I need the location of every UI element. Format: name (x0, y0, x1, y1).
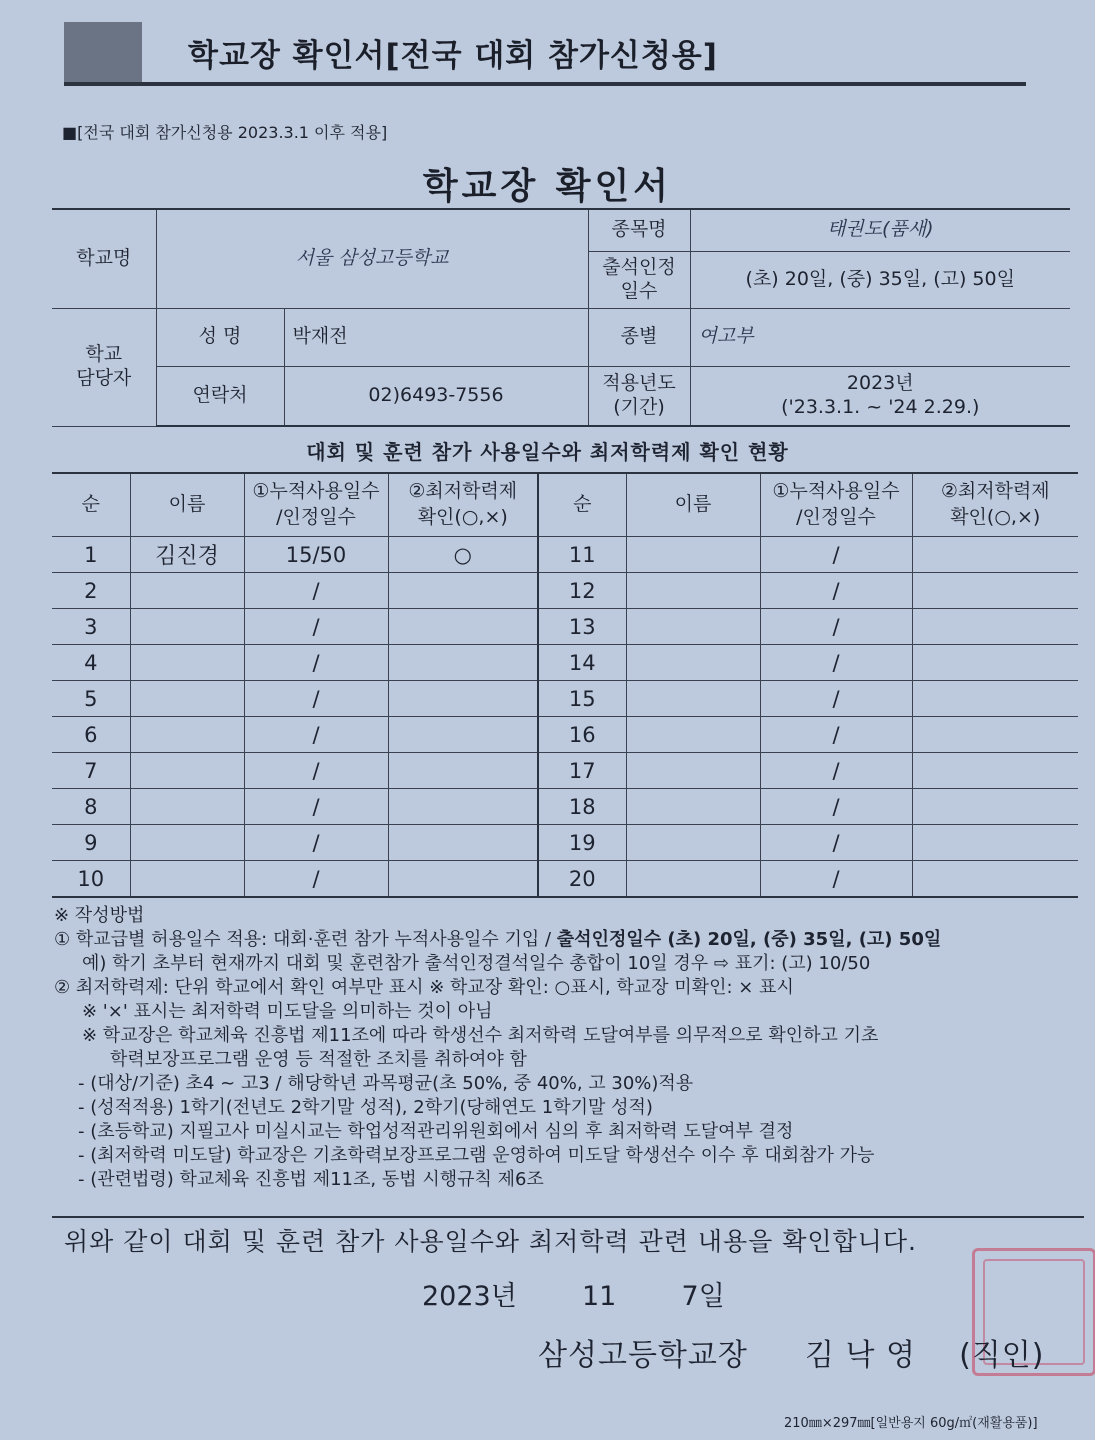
row-days: / (760, 753, 912, 789)
instruction-bullet: - (성적적용) 1학기(전년도 2학기말 성적), 2학기(당해연도 1학기말 성적) (78, 1097, 653, 1118)
instruction-note-1: ※ '×' 표시는 최저학력 미도달을 의미하는 것이 아님 (82, 1001, 493, 1022)
instruction-bullet: - (관련법령) 학교체육 진흥법 제11조, 동법 시행규칙 제6조 (78, 1169, 544, 1190)
row-name (626, 789, 760, 825)
header-no: 순 (52, 473, 130, 537)
instruction-item-1-text: ① 학교급별 허용일수 적용: 대회·훈련 참가 누적사용일수 기입 / (54, 929, 557, 950)
row-name (130, 789, 244, 825)
row-days: / (760, 861, 912, 898)
row-no: 14 (538, 645, 626, 681)
event-label: 종목명 (588, 209, 690, 251)
instruction-note-2b: 학력보장프로그램 운영 등 적절한 조치를 취하여야 함 (110, 1049, 527, 1070)
row-name: 김진경 (130, 537, 244, 573)
row-days: / (760, 825, 912, 861)
header-days: ①누적사용일수 /인정일수 (760, 473, 912, 537)
row-days: / (244, 789, 388, 825)
table-row (52, 861, 1078, 898)
row-name (626, 753, 760, 789)
name-label: 성 명 (156, 308, 284, 366)
date-year: 2023년 (422, 1281, 517, 1312)
header-check: ②최저학력제 확인(○,×) (388, 473, 538, 537)
row-check (388, 609, 538, 645)
row-check (912, 753, 1078, 789)
year-cell (690, 366, 1070, 426)
row-days: / (760, 645, 912, 681)
row-check (388, 861, 538, 898)
signature-school: 삼성고등학교장 (538, 1338, 748, 1373)
row-no: 11 (538, 537, 626, 573)
row-no: 17 (538, 753, 626, 789)
year-value: 2023년 (846, 372, 914, 394)
header-name: 이름 (130, 473, 244, 537)
row-no: 7 (52, 753, 130, 789)
contact-value: 02)6493-7556 (284, 366, 588, 426)
instruction-note-2a: ※ 학교장은 학교체육 진흥법 제11조에 따라 학생선수 최저학력 도달여부를 의무적으로 확인하고 기초 (82, 1025, 879, 1046)
table-row (52, 717, 1078, 753)
instruction-item-1-bold: 출석인정일수 (초) 20일, (중) 35일, (고) 50일 (556, 929, 942, 950)
paper-spec: 210㎜×297㎜[일반용지 60g/㎡(재활용품)] (784, 1416, 1038, 1431)
row-check (912, 789, 1078, 825)
row-name (130, 573, 244, 609)
instruction-item-2: ② 최저학력제: 단위 학교에서 확인 여부만 표시 ※ 학교장 확인: ○표시, 학교장 미확인: × 표시 (54, 977, 794, 998)
row-check (912, 681, 1078, 717)
table-row (52, 681, 1078, 717)
row-name (626, 645, 760, 681)
school-label: 학교명 (52, 209, 156, 308)
signature-seal-label: (직인) (959, 1338, 1045, 1373)
info-table (52, 208, 1070, 427)
signature-principal: 김 낙 영 (804, 1338, 916, 1373)
header-check: ②최저학력제 확인(○,×) (912, 473, 1078, 537)
header-title: 학교장 확인서[전국 대회 참가신청용] (188, 38, 718, 74)
row-no: 13 (538, 609, 626, 645)
instruction-example: 예) 학기 초부터 현재까지 대회 및 훈련참가 출석인정결석일수 총합이 10일 경우 ⇨ 표기: (고) 10/50 (82, 953, 871, 974)
row-no: 4 (52, 645, 130, 681)
event-value: 태권도(품새) (690, 209, 1070, 251)
row-check (388, 789, 538, 825)
instruction-bullet: - (초등학교) 지필고사 미실시교는 학업성적관리위원회에서 심의 후 최저학력 도달여부 결정 (78, 1121, 794, 1142)
row-check (388, 645, 538, 681)
row-no: 15 (538, 681, 626, 717)
confirm-statement: 위와 같이 대회 및 훈련 참가 사용일수와 최저학력 관련 내용을 확인합니다. (64, 1227, 917, 1256)
manager-label: 학교 담당자 (52, 308, 156, 426)
school-value: 서울 삼성고등학교 (156, 209, 588, 308)
row-days: / (244, 573, 388, 609)
year-label: 적용년도 (기간) (588, 366, 690, 426)
row-days: / (244, 645, 388, 681)
table-row (52, 609, 1078, 645)
row-days: / (760, 573, 912, 609)
row-no: 19 (538, 825, 626, 861)
participation-table (52, 472, 1078, 898)
sign-date (422, 1274, 725, 1313)
row-check (388, 573, 538, 609)
row-name (130, 609, 244, 645)
header-marker (64, 22, 142, 84)
confirm-rule (52, 1216, 1084, 1218)
row-name (130, 681, 244, 717)
row-no: 12 (538, 573, 626, 609)
section-title: 대회 및 훈련 참가 사용일수와 최저학력제 확인 현황 (306, 440, 789, 464)
row-check (388, 825, 538, 861)
row-no: 2 (52, 573, 130, 609)
row-name (130, 753, 244, 789)
name-value: 박재전 (284, 308, 588, 366)
row-name (626, 609, 760, 645)
row-no: 6 (52, 717, 130, 753)
row-no: 3 (52, 609, 130, 645)
row-no: 16 (538, 717, 626, 753)
instructions (54, 904, 1084, 1192)
row-days: / (760, 609, 912, 645)
row-no: 20 (538, 861, 626, 898)
row-days: / (760, 537, 912, 573)
contact-label: 연락처 (156, 366, 284, 426)
row-no: 1 (52, 537, 130, 573)
row-no: 5 (52, 681, 130, 717)
period-value: ('23.3.1. ~ '24 2.29.) (781, 395, 980, 418)
header-no: 순 (538, 473, 626, 537)
attendance-label: 출석인정 일수 (588, 251, 690, 308)
instruction-item-1 (54, 928, 1084, 952)
row-no: 18 (538, 789, 626, 825)
header-name: 이름 (626, 473, 760, 537)
table-row (52, 645, 1078, 681)
date-month: 11 (581, 1281, 617, 1312)
row-no: 10 (52, 861, 130, 898)
row-check (912, 537, 1078, 573)
row-name (130, 645, 244, 681)
row-name (130, 861, 244, 898)
row-name (130, 717, 244, 753)
table-row (52, 825, 1078, 861)
row-check (912, 825, 1078, 861)
table-row (52, 789, 1078, 825)
row-check (912, 573, 1078, 609)
form-note: ■[전국 대회 참가신청용 2023.3.1 이후 적용] (62, 123, 388, 142)
row-days: / (244, 609, 388, 645)
category-value: 여고부 (690, 308, 1070, 366)
row-days: / (760, 717, 912, 753)
table-row (52, 753, 1078, 789)
row-days: / (760, 789, 912, 825)
table-row (52, 537, 1078, 573)
header-rule (64, 82, 1026, 86)
row-check (912, 861, 1078, 898)
row-name (130, 825, 244, 861)
category-label: 종별 (588, 308, 690, 366)
document-title: 학교장 확인서 (422, 166, 673, 207)
row-days: / (244, 753, 388, 789)
attendance-value: (초) 20일, (중) 35일, (고) 50일 (690, 251, 1070, 308)
row-check (912, 609, 1078, 645)
row-check (388, 717, 538, 753)
row-check (912, 645, 1078, 681)
header-days: ①누적사용일수 /인정일수 (244, 473, 388, 537)
row-no: 8 (52, 789, 130, 825)
row-check (388, 681, 538, 717)
row-check: ○ (388, 537, 538, 573)
row-days: 15/50 (244, 537, 388, 573)
row-name (626, 825, 760, 861)
row-days: / (244, 717, 388, 753)
row-days: / (244, 681, 388, 717)
row-name (626, 537, 760, 573)
row-name (626, 717, 760, 753)
row-name (626, 573, 760, 609)
row-check (912, 717, 1078, 753)
date-day: 7일 (681, 1281, 725, 1312)
row-check (388, 753, 538, 789)
row-name (626, 861, 760, 898)
row-no: 9 (52, 825, 130, 861)
table-header-row (52, 473, 1078, 537)
table-row (52, 573, 1078, 609)
row-days: / (244, 861, 388, 898)
row-name (626, 681, 760, 717)
signature-line (538, 1330, 1044, 1374)
row-days: / (244, 825, 388, 861)
instruction-bullet: - (최저학력 미도달) 학교장은 기초학력보장프로그램 운영하여 미도달 학생선수 이수 후 대회참가 가능 (78, 1145, 875, 1166)
row-days: / (760, 681, 912, 717)
instruction-bullet: - (대상/기준) 초4 ~ 고3 / 해당학년 과목평균(초 50%, 중 40%, 고 30%)적용 (78, 1073, 694, 1094)
instructions-title: ※ 작성방법 (54, 905, 145, 926)
